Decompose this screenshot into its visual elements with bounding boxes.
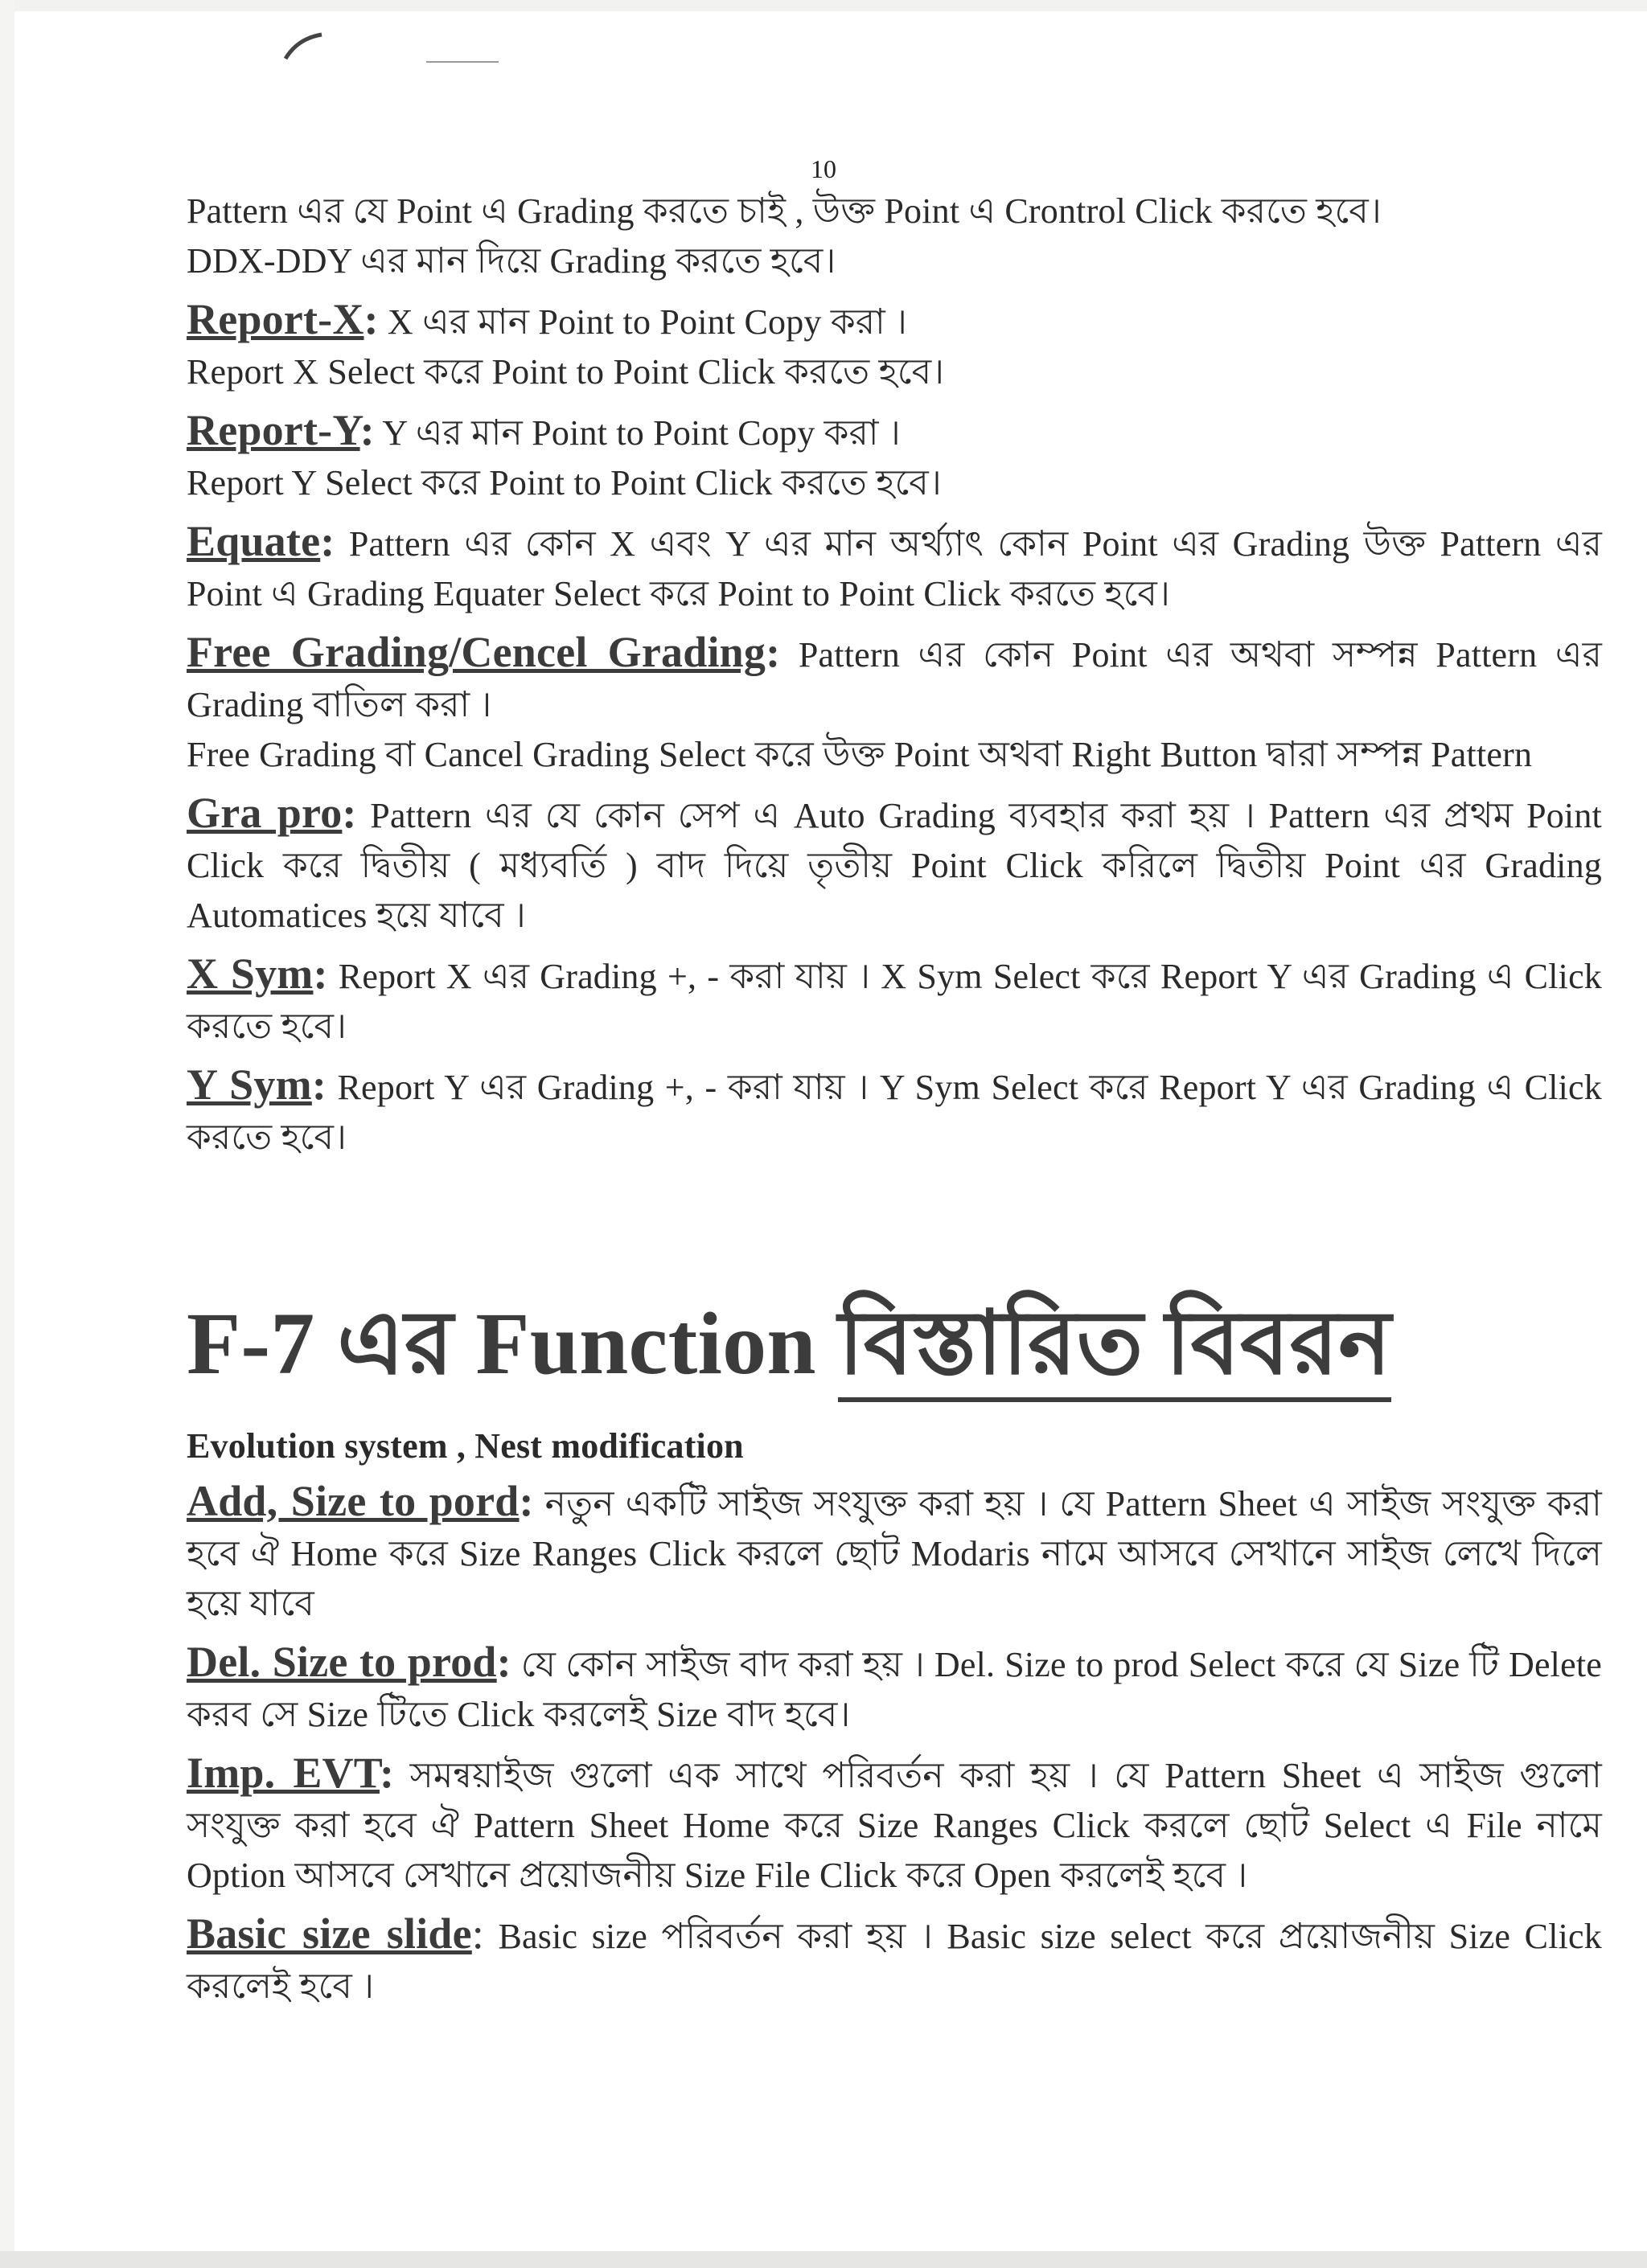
gra-pro-text: Pattern এর যে কোন সেপ এ Auto Grading ব্যবহার করা হয় । Pattern এর প্রথম Point Click করে দ্বিতীয় ( মধ্যবর্তি ) বাদ দিয়ে তৃতীয় Point Click করিলে দ্বিতীয় Point এর Grading Automatices হয়ে যাবে । — [187, 796, 1602, 935]
term-equate: Equate — [187, 517, 321, 565]
term-y-sym: Y Sym — [187, 1060, 312, 1109]
term-basic-size: Basic size slide — [187, 1909, 472, 1958]
report-x-entry: Report-X: X এর মান Point to Point Copy করা । — [187, 295, 908, 343]
page-number: 10 — [811, 154, 836, 183]
report-y-entry: Report-Y: Y এর মান Point to Point Copy করা । — [187, 406, 901, 454]
free-grading-text: Pattern এর কোন Point এর অথবা সম্পন্ন Pattern এর Grading বাতিল করা । — [187, 635, 1602, 724]
term-x-sym: X Sym — [187, 949, 314, 998]
y-sym-text: Report Y এর Grading +, - করা যায় । Y Sym Select করে Report Y এর Grading এ Click করতে হবে। — [187, 1068, 1602, 1157]
del-size-text: যে কোন সাইজ বাদ করা হয় । Del. Size to prod Select করে যে Size টি Delete করব সে Size টিতে Click করলেই Size বাদ হবে। — [187, 1645, 1602, 1734]
term-gra-pro: Gra pro — [187, 789, 343, 837]
section-heading — [187, 1291, 1602, 1402]
imp-evt-text: সমন্বয়াইজ গুলো এক সাথে পরিবর্তন করা হয় । যে Pattern Sheet এ সাইজ গুলো সংযুক্ত করা হবে ঐ Pattern Sheet Home করে Size Ranges Click করলে ছোট Select এ File নামে Option আসবে সেখানে প্রয়োজনীয় Size File Click করে Open করলেই হবে । — [187, 1756, 1602, 1895]
gra-pro-entry: Gra pro: Pattern এর যে কোন সেপ এ Auto Grading ব্যবহার করা হয় । Pattern এর প্রথম Point Click করে দ্বিতীয় ( মধ্যবর্তি ) বাদ দিয়ে তৃতীয় Point Click করিলে দ্বিতীয় Point এর Grading Automatices হয়ে যাবে । — [187, 789, 1602, 935]
report-y-detail: Report Y Select করে Point to Point Click করতে হবে। — [187, 463, 942, 502]
basic-size-entry: Basic size slide: Basic size পরিবর্তন করা হয় । Basic size select করে প্রয়োজনীয় Size Click করলেই হবে । — [187, 1909, 1602, 2006]
intro-line-2: DDX-DDY এর মান দিয়ে Grading করতে হবে। — [187, 241, 836, 281]
equate-text: Pattern এর কোন X এবং Y এর মান অর্থ্যাৎ কোন Point এর Grading উক্ত Pattern এর Point এ Grading Equater Select করে Point to Point Click করতে হবে। — [187, 524, 1602, 613]
equate-entry: Equate: Pattern এর কোন X এবং Y এর মান অর্থ্যাৎ কোন Point এর Grading উক্ত Pattern এর Point এ Grading Equater Select করে Point to Point Click করতে হবে। — [187, 517, 1602, 613]
y-sym-entry: Y Sym: Report Y এর Grading +, - করা যায় । Y Sym Select করে Report Y এর Grading এ Click করতে হবে। — [187, 1060, 1602, 1157]
term-report-y: Report-Y — [187, 406, 360, 454]
add-size-entry: Add, Size to pord: নতুন একটি সাইজ সংযুক্ত করা হয় । যে Pattern Sheet এ সাইজ সংযুক্ত করা হবে ঐ Home করে Size Ranges Click করলে ছোট Modaris নামে আসবে সেখানে সাইজ লেখে দিলে হয়ে যাবে — [187, 1477, 1602, 1623]
add-size-text: নতুন একটি সাইজ সংযুক্ত করা হয় । যে Pattern Sheet এ সাইজ সংযুক্ত করা হবে ঐ Home করে Size Ranges Click করলে ছোট Modaris নামে আসবে সেখানে সাইজ লেখে দিলে হয়ে যাবে — [187, 1484, 1602, 1623]
x-sym-text: Report X এর Grading +, - করা যায় । X Sym Select করে Report Y এর Grading এ Click করতে হবে। — [187, 957, 1602, 1046]
intro-line-1: Pattern এর যে Point এ Grading করতে চাই , উক্ত Point এ Crontrol Click করতে হবে। — [187, 191, 1382, 231]
content — [187, 187, 1602, 2020]
imp-evt-entry: Imp. EVT: সমন্বয়াইজ গুলো এক সাথে পরিবর্তন করা হয় । যে Pattern Sheet এ সাইজ গুলো সংযুক্ত করা হবে ঐ Pattern Sheet Home করে Size Ranges Click করলে ছোট Select এ File নামে Option আসবে সেখানে প্রয়োজনীয় Size File Click করে Open করলেই হবে । — [187, 1749, 1602, 1895]
free-grading-entry: Free Grading/Cencel Grading: Pattern এর কোন Point এর অথবা সম্পন্ন Pattern এর Grading বাতিল করা । — [187, 628, 1602, 724]
term-imp-evt: Imp. EVT — [187, 1749, 380, 1797]
term-del-size: Del. Size to prod — [187, 1638, 497, 1686]
report-x-text: X এর মান Point to Point Copy করা । — [378, 302, 908, 342]
report-y-text: Y এর মান Point to Point Copy করা । — [374, 413, 901, 453]
free-grading-detail: Free Grading বা Cancel Grading Select করে উক্ত Point অথবা Right Button দ্বারা সম্পন্ন Pattern — [187, 735, 1533, 774]
heading-part-1: F-7 এর Function — [187, 1294, 839, 1392]
term-add-size: Add, Size to pord — [187, 1477, 520, 1525]
term-free-grading: Free Grading/Cencel Grading — [187, 628, 766, 676]
del-size-entry: Del. Size to prod: যে কোন সাইজ বাদ করা হয় । Del. Size to prod Select করে যে Size টি Delete করব সে Size টিতে Click করলেই Size বাদ হবে। — [187, 1638, 1602, 1734]
x-sym-entry: X Sym: Report X এর Grading +, - করা যায় । X Sym Select করে Report Y এর Grading এ Click করতে হবে। — [187, 949, 1602, 1046]
basic-size-text: Basic size পরিবর্তন করা হয় । Basic size select করে প্রয়োজনীয় Size Click করলেই হবে । — [187, 1917, 1602, 2006]
report-x-detail: Report X Select করে Point to Point Click করতে হবে। — [187, 352, 945, 392]
term-report-x: Report-X — [187, 295, 364, 343]
subheading: Evolution system , Nest modification — [187, 1426, 744, 1466]
heading-part-2: বিস্তারিত বিবরন — [838, 1291, 1391, 1402]
scan-bottom-edge — [0, 2251, 1647, 2268]
